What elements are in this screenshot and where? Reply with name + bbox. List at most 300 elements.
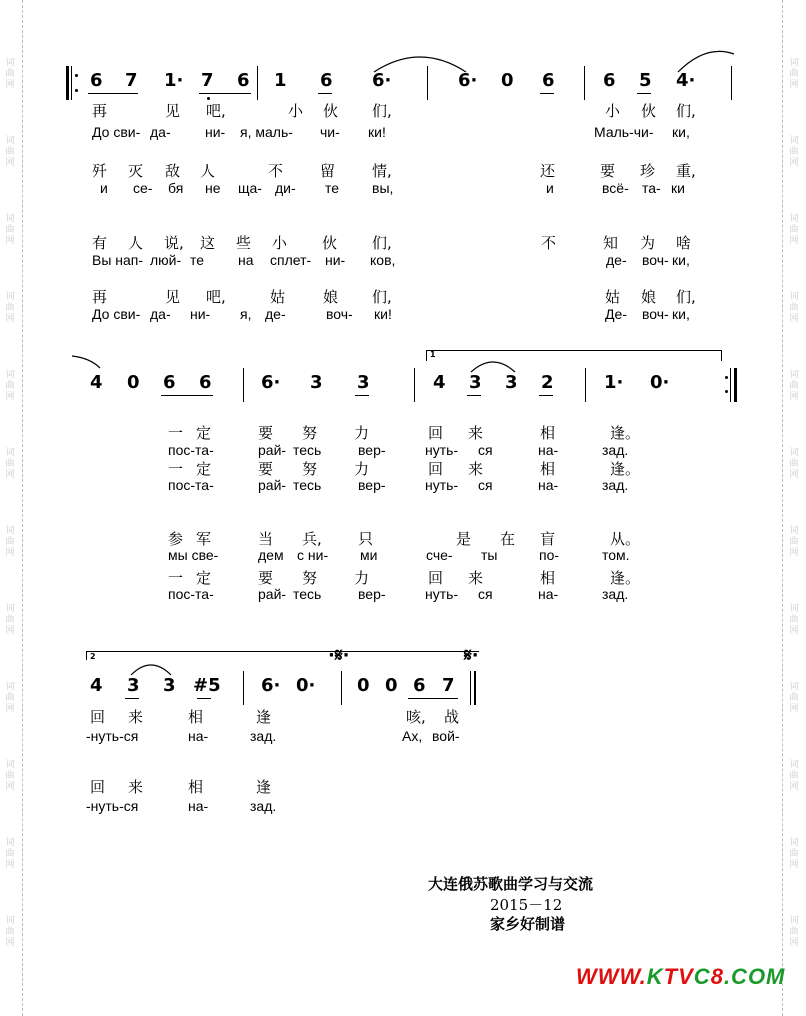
watermark-char: 网 xyxy=(5,860,15,870)
watermark-text xyxy=(788,448,800,481)
lyric-syllable: 吧, xyxy=(206,102,226,120)
note-underline xyxy=(637,93,651,94)
lyric-syllable: 努 xyxy=(302,569,318,587)
lyric-syllable: 战 xyxy=(444,708,460,726)
lyric-syllable: 为 xyxy=(640,234,656,252)
lyric-syllable: воч- xyxy=(642,252,669,268)
watermark-text xyxy=(788,604,800,637)
lyric-syllable: ди- xyxy=(275,180,296,196)
lyric-syllable: 在 xyxy=(500,530,516,548)
lyric-syllable: 要 xyxy=(258,424,274,442)
lyric-syllable: ты xyxy=(481,547,498,563)
lyric-syllable: 来 xyxy=(128,778,144,796)
watermark-char: 曲 xyxy=(5,459,15,469)
lyric-syllable: де- xyxy=(265,306,286,322)
barline xyxy=(341,671,342,705)
watermark-text xyxy=(788,58,800,91)
lyric-syllable: ки, xyxy=(672,306,690,322)
watermark-char: 词 xyxy=(789,604,799,614)
note: 0 xyxy=(357,675,370,696)
watermark-text xyxy=(4,838,16,871)
lyric-syllable: вой- xyxy=(432,728,460,744)
watermark-text xyxy=(788,682,800,715)
lyric-syllable: мы све- xyxy=(168,547,219,563)
volta-number: 1 xyxy=(430,350,436,359)
lyric-syllable: 姑 xyxy=(270,288,286,306)
note: 3 xyxy=(505,372,518,393)
lyric-syllable: нуть- xyxy=(425,442,459,458)
note: 4 xyxy=(433,372,446,393)
watermark-char: 曲 xyxy=(789,537,799,547)
lyric-syllable: 一 xyxy=(168,569,184,587)
lyric-syllable: на- xyxy=(538,586,559,602)
note: 6 xyxy=(237,70,250,91)
lyric-syllable: пос-та- xyxy=(168,477,214,493)
lyric-syllable: зад. xyxy=(602,442,629,458)
lyric-syllable: 歼 xyxy=(92,162,108,180)
note: 3 xyxy=(163,675,176,696)
lyric-syllable: 来 xyxy=(468,424,484,442)
watermark-char: 词 xyxy=(5,916,15,926)
watermark-char: 曲 xyxy=(789,927,799,937)
lyric-syllable: Де- xyxy=(605,306,627,322)
watermark-char: 词 xyxy=(5,760,15,770)
watermark-char: 网 xyxy=(789,782,799,792)
note: 6· xyxy=(458,70,478,91)
lyric-syllable: 来 xyxy=(468,460,484,478)
lyric-syllable: 灭 xyxy=(128,162,144,180)
note-underline xyxy=(408,698,458,699)
watermark-char: 曲 xyxy=(789,69,799,79)
lyric-syllable: 吧, xyxy=(206,288,226,306)
note: 1· xyxy=(604,372,624,393)
note-underline xyxy=(467,395,481,396)
watermark-char: 网 xyxy=(5,470,15,480)
watermark-char: 曲 xyxy=(789,147,799,157)
watermark-char: 词 xyxy=(5,604,15,614)
lyric-syllable: всё- xyxy=(602,180,629,196)
lyric-syllable: 小 xyxy=(288,102,304,120)
lyric-syllable: 一 xyxy=(168,424,184,442)
watermark-char: 词 xyxy=(5,838,15,848)
lyric-syllable: 留 xyxy=(320,162,336,180)
slur xyxy=(676,48,736,74)
lyric-syllable: нуть- xyxy=(425,586,459,602)
note: 0 xyxy=(501,70,514,91)
lyric-syllable: ми xyxy=(360,547,378,563)
lyric-syllable: 回 xyxy=(428,424,444,442)
lyric-syllable: 只 xyxy=(358,530,374,548)
lyric-syllable: тесь xyxy=(293,586,322,602)
note-underline xyxy=(539,395,553,396)
lyric-syllable: воч- xyxy=(642,306,669,322)
lyric-syllable: 力 xyxy=(354,460,370,478)
watermark-char: 曲 xyxy=(5,381,15,391)
lyric-syllable: да- xyxy=(150,124,171,140)
lyric-syllable: 定 xyxy=(196,424,212,442)
right-border xyxy=(782,0,783,1016)
note: 6 xyxy=(90,70,103,91)
lyric-syllable: 再 xyxy=(92,102,108,120)
lyric-syllable: на- xyxy=(188,728,209,744)
lyric-syllable: рай- xyxy=(258,586,287,602)
note-underline xyxy=(199,93,251,94)
tie-in xyxy=(70,354,104,370)
repeat-dot xyxy=(75,89,78,92)
watermark-char: 网 xyxy=(789,158,799,168)
watermark-text xyxy=(4,682,16,715)
note: 3 xyxy=(310,372,323,393)
lyric-syllable: пос-та- xyxy=(168,442,214,458)
watermark-char: 词 xyxy=(789,838,799,848)
note-underline xyxy=(88,93,138,94)
watermark-char: 网 xyxy=(789,80,799,90)
watermark-char: 词 xyxy=(789,292,799,302)
lyric-syllable: и xyxy=(100,180,108,196)
lyric-syllable: зад. xyxy=(602,586,629,602)
lyric-syllable: 见 xyxy=(165,102,181,120)
lyric-syllable: 力 xyxy=(354,569,370,587)
watermark-char: 曲 xyxy=(789,849,799,859)
lyric-syllable: 一 xyxy=(168,460,184,478)
lyric-syllable: 们, xyxy=(676,288,696,306)
repeat-dot xyxy=(725,376,728,379)
volta-number: 2 xyxy=(90,652,96,661)
note: 0 xyxy=(385,675,398,696)
lyric-syllable: 知 xyxy=(603,234,619,252)
lyric-syllable: ки, xyxy=(672,252,690,268)
watermark-char: 网 xyxy=(789,626,799,636)
watermark-text xyxy=(788,526,800,559)
lyric-syllable: 珍 xyxy=(640,162,656,180)
lyric-syllable: 回 xyxy=(428,569,444,587)
lyric-syllable: зад. xyxy=(602,477,629,493)
note: 3 xyxy=(127,675,140,696)
lyric-syllable: ки xyxy=(671,180,685,196)
lyric-syllable: нуть- xyxy=(425,477,459,493)
lyric-syllable: 娘 xyxy=(641,288,657,306)
lyric-syllable: 相 xyxy=(540,569,556,587)
lyric-syllable: бя xyxy=(168,180,184,196)
watermark-char: 网 xyxy=(789,938,799,948)
note: 5 xyxy=(639,70,652,91)
barline xyxy=(257,66,258,100)
watermark-text xyxy=(4,136,16,169)
note: 7 xyxy=(442,675,455,696)
watermark-char: 词 xyxy=(789,370,799,380)
lyric-syllable: 些 xyxy=(236,234,252,252)
lyric-syllable: ща- xyxy=(238,180,262,196)
lyric-syllable: 不 xyxy=(541,234,557,252)
lyric-syllable: 力 xyxy=(354,424,370,442)
watermark-text xyxy=(4,370,16,403)
lyric-syllable: 相 xyxy=(540,424,556,442)
watermark-text xyxy=(788,916,800,949)
watermark-char: 网 xyxy=(5,938,15,948)
lyric-syllable: чи- xyxy=(320,124,340,140)
watermark-text xyxy=(788,760,800,793)
watermark-char: 曲 xyxy=(5,693,15,703)
watermark-char: 网 xyxy=(5,626,15,636)
lyric-syllable: ся xyxy=(478,586,493,602)
lyric-syllable: 回 xyxy=(428,460,444,478)
lyric-syllable: на xyxy=(238,252,254,268)
note: 4 xyxy=(90,372,103,393)
repeat-start-barline xyxy=(66,66,69,100)
watermark-char: 曲 xyxy=(789,303,799,313)
watermark-char: 曲 xyxy=(789,693,799,703)
lyric-syllable: 军 xyxy=(196,530,212,548)
lyric-syllable: 小 xyxy=(272,234,288,252)
site-logo xyxy=(576,964,785,990)
watermark-char: 曲 xyxy=(5,537,15,547)
watermark-char: 词 xyxy=(5,292,15,302)
lyric-syllable: рай- xyxy=(258,442,287,458)
left-border xyxy=(22,0,23,1016)
barline xyxy=(414,368,415,402)
note-underline xyxy=(161,395,213,396)
note: #5 xyxy=(193,675,221,696)
lyric-syllable: дем xyxy=(258,547,284,563)
double-barline xyxy=(474,671,476,705)
note: 7 xyxy=(201,70,214,91)
watermark-char: 曲 xyxy=(5,615,15,625)
watermark-text xyxy=(4,58,16,91)
lyric-syllable: 逢 xyxy=(256,708,272,726)
lyric-syllable: 小 xyxy=(605,102,621,120)
lyric-syllable: 人 xyxy=(128,234,144,252)
note: 1· xyxy=(164,70,184,91)
lyric-syllable: я, маль- xyxy=(240,124,293,140)
note: 6 xyxy=(542,70,555,91)
note: 0· xyxy=(296,675,316,696)
lyric-syllable: Ах, xyxy=(402,728,423,744)
lyric-syllable: 逢 xyxy=(256,778,272,796)
lyric-syllable: 当 xyxy=(258,530,274,548)
watermark-char: 网 xyxy=(789,704,799,714)
lyric-syllable: Маль-чи- xyxy=(594,124,654,140)
lyric-syllable: 咳, xyxy=(406,708,426,726)
watermark-char: 词 xyxy=(5,370,15,380)
lyric-syllable: 逢。 xyxy=(610,460,641,478)
lyric-syllable: 逢。 xyxy=(610,569,641,587)
note-underline xyxy=(197,698,211,699)
note: 6· xyxy=(372,70,392,91)
lyric-syllable: 相 xyxy=(188,708,204,726)
lyric-syllable: 伙 xyxy=(323,102,339,120)
lyric-syllable: 逢。 xyxy=(610,424,641,442)
logo-tv: TV xyxy=(663,964,694,989)
repeat-end-barline xyxy=(734,368,737,402)
note-underline xyxy=(355,395,369,396)
lyric-syllable: ни- xyxy=(325,252,346,268)
note: 1 xyxy=(274,70,287,91)
lyric-syllable: 要 xyxy=(600,162,616,180)
lyric-syllable: 还 xyxy=(540,162,556,180)
slur xyxy=(128,659,174,677)
lyric-syllable: рай- xyxy=(258,477,287,493)
watermark-text xyxy=(4,760,16,793)
lyric-syllable: До сви- xyxy=(92,124,141,140)
lyric-syllable: да- xyxy=(150,306,171,322)
watermark-char: 词 xyxy=(5,682,15,692)
note: 3 xyxy=(469,372,482,393)
watermark-char: 网 xyxy=(789,392,799,402)
lyric-syllable: 相 xyxy=(540,460,556,478)
lyric-syllable: вы, xyxy=(372,180,394,196)
note: 6 xyxy=(413,675,426,696)
lyric-syllable: на- xyxy=(538,442,559,458)
note: 4· xyxy=(676,70,696,91)
lyric-syllable: та- xyxy=(642,180,661,196)
lyric-syllable: ки! xyxy=(368,124,386,140)
watermark-char: 曲 xyxy=(789,225,799,235)
watermark-char: 曲 xyxy=(5,225,15,235)
lyric-syllable: 努 xyxy=(302,424,318,442)
note: 2 xyxy=(541,372,554,393)
lyric-syllable: ки, xyxy=(672,124,690,140)
watermark-char: 曲 xyxy=(5,849,15,859)
lyric-syllable: 定 xyxy=(196,569,212,587)
lyric-syllable: я, xyxy=(240,306,252,322)
barline xyxy=(584,66,585,100)
logo-www: WWW. xyxy=(576,964,647,989)
lyric-syllable: сплет- xyxy=(270,252,312,268)
watermark-char: 曲 xyxy=(5,927,15,937)
watermark-text xyxy=(4,292,16,325)
watermark-text xyxy=(4,448,16,481)
lyric-syllable: том. xyxy=(602,547,630,563)
lyric-syllable: 是 xyxy=(456,530,472,548)
lyric-syllable: ни- xyxy=(205,124,226,140)
lyric-syllable: 再 xyxy=(92,288,108,306)
lyric-syllable: ся xyxy=(478,477,493,493)
note: 3 xyxy=(357,372,370,393)
lyric-syllable: 从。 xyxy=(610,530,641,548)
segno-icon: 𝄋· xyxy=(464,645,479,666)
lyric-syllable: се- xyxy=(133,180,153,196)
lyric-syllable: 定 xyxy=(196,460,212,478)
lyric-syllable: де- xyxy=(606,252,627,268)
lyric-syllable: 不 xyxy=(268,162,284,180)
watermark-char: 曲 xyxy=(789,381,799,391)
watermark-char: 曲 xyxy=(5,303,15,313)
watermark-char: 词 xyxy=(5,526,15,536)
lyric-syllable: люй- xyxy=(150,252,182,268)
lyric-syllable: 参 xyxy=(168,530,184,548)
watermark-char: 网 xyxy=(789,470,799,480)
lyric-syllable: 来 xyxy=(128,708,144,726)
watermark-char: 网 xyxy=(5,158,15,168)
lyric-syllable: 兵, xyxy=(302,530,322,548)
lyric-syllable: 要 xyxy=(258,460,274,478)
watermark-char: 网 xyxy=(5,80,15,90)
watermark-text xyxy=(788,370,800,403)
lyric-syllable: 们, xyxy=(372,102,392,120)
lyric-syllable: и xyxy=(546,180,554,196)
watermark-char: 曲 xyxy=(5,771,15,781)
note: 6 xyxy=(320,70,333,91)
lyric-syllable: зад. xyxy=(250,798,277,814)
note-underline xyxy=(540,93,554,94)
lyric-syllable: 啥 xyxy=(676,234,692,252)
lyric-syllable: вер- xyxy=(358,442,386,458)
lyric-syllable: по- xyxy=(539,547,560,563)
watermark-text xyxy=(4,604,16,637)
watermark-char: 词 xyxy=(5,58,15,68)
watermark-text xyxy=(4,526,16,559)
lyric-syllable: те xyxy=(190,252,205,268)
lyric-syllable: на- xyxy=(538,477,559,493)
lyric-syllable: вер- xyxy=(358,586,386,602)
barline xyxy=(585,368,586,402)
lyric-syllable: 有 xyxy=(92,234,108,252)
watermark-char: 词 xyxy=(789,682,799,692)
lyric-syllable: 们, xyxy=(676,102,696,120)
watermark-text xyxy=(788,292,800,325)
lyric-syllable: 伙 xyxy=(322,234,338,252)
barline xyxy=(730,368,731,402)
logo-com: .COM xyxy=(723,964,786,989)
note: 4 xyxy=(90,675,103,696)
note: 7 xyxy=(125,70,138,91)
barline xyxy=(243,671,244,705)
lyric-syllable: 努 xyxy=(302,460,318,478)
lyric-syllable: 见 xyxy=(165,288,181,306)
lyric-syllable: 相 xyxy=(188,778,204,796)
barline xyxy=(470,671,471,705)
watermark-char: 网 xyxy=(789,236,799,246)
footer-title: 大连俄苏歌曲学习与交流 xyxy=(428,875,594,893)
barline xyxy=(243,368,244,402)
note: 6· xyxy=(261,675,281,696)
watermark-char: 网 xyxy=(789,860,799,870)
note-underline xyxy=(318,93,332,94)
lyric-syllable: пос-та- xyxy=(168,586,214,602)
watermark-char: 曲 xyxy=(5,69,15,79)
logo-8: 8 xyxy=(710,964,724,989)
watermark-char: 曲 xyxy=(789,771,799,781)
watermark-text xyxy=(788,136,800,169)
lyric-syllable: 娘 xyxy=(323,288,339,306)
watermark-char: 网 xyxy=(5,236,15,246)
lyric-syllable: 姑 xyxy=(605,288,621,306)
watermark-char: 词 xyxy=(789,136,799,146)
lyric-syllable: вер- xyxy=(358,477,386,493)
watermark-char: 词 xyxy=(5,214,15,224)
watermark-char: 曲 xyxy=(789,615,799,625)
lyric-syllable: 盲 xyxy=(540,530,556,548)
slur xyxy=(468,356,518,374)
repeat-dot xyxy=(725,390,728,393)
watermark-text xyxy=(4,916,16,949)
repeat-dot xyxy=(75,74,78,77)
lyric-syllable: 敌 xyxy=(165,162,181,180)
lyric-syllable: 们, xyxy=(372,288,392,306)
lyric-syllable: 们, xyxy=(372,234,392,252)
watermark-char: 网 xyxy=(5,392,15,402)
note: 6 xyxy=(199,372,212,393)
lyric-syllable: ни- xyxy=(190,306,211,322)
watermark-char: 网 xyxy=(5,782,15,792)
barline xyxy=(71,66,72,100)
note: 6 xyxy=(163,372,176,393)
watermark-char: 网 xyxy=(5,548,15,558)
watermark-char: 网 xyxy=(5,314,15,324)
watermark-text xyxy=(788,838,800,871)
watermark-char: 词 xyxy=(789,526,799,536)
lyric-syllable: зад. xyxy=(250,728,277,744)
